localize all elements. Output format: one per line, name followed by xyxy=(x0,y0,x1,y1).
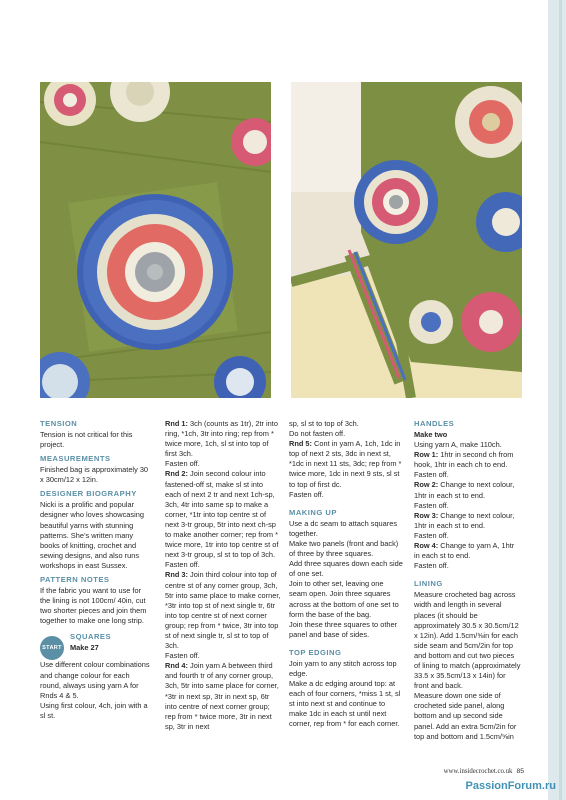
photo-granny-square-closeup xyxy=(40,82,271,398)
top-edging-text-1: Join yarn to any stitch across top edge. xyxy=(289,658,397,678)
top-edging-text-2: Make a dc edging around top: at each of four corners, *miss 1 st, sl st into next st and continue to make 1dc in each st until next corner, rep from * for each corner. xyxy=(289,679,401,729)
row4-paragraph xyxy=(414,541,522,561)
row2-label: Row 2: xyxy=(414,480,439,490)
lining-heading: LINING xyxy=(414,579,443,589)
row2-end: Fasten off. xyxy=(414,500,449,510)
rnd5-end: Fasten off. xyxy=(289,489,324,499)
rnd2-paragraph xyxy=(165,469,281,560)
column-4 xyxy=(414,419,522,742)
rnd2-end: Fasten off. xyxy=(165,560,200,570)
rnd1-text: 3ch (counts as 1tr), 2tr into ring, *1ch, 3tr into ring; rep from * twice more, 1ch, sl st into top of first 3ch. xyxy=(165,419,278,459)
rnd5-text: Cont in yarn A, 1ch, 1dc in top of next 2 sts, 3dc in next st, *1dc in next 11 sts, 3dc; rep from * twice more, 1dc in next 9 sts, sl st to top of first dc. xyxy=(289,439,402,489)
tension-text: Tension is not critical for this project. xyxy=(40,430,133,450)
rnd4-end: Do not fasten off. xyxy=(289,429,346,439)
making-up-text-4: Join to other set, leaving one seam open. Join three squares across at the bottom of one set to form the base of the bag. xyxy=(289,579,399,619)
making-up-text-5: Join these three squares to other panel and base of sides. xyxy=(289,619,398,639)
squares-text: Use different colour combinations and change colour for each round, always using yarn A for Rnds 4 & 5. xyxy=(40,660,150,700)
row1-label: Row 1: xyxy=(414,450,439,460)
page-footer xyxy=(444,768,524,775)
row2-text: Change to next colour, 1htr in each st to end. xyxy=(414,480,515,500)
photo-crochet-bag xyxy=(291,82,522,398)
rnd1-end: Fasten off. xyxy=(165,459,200,469)
row3-end: Fasten off. xyxy=(414,530,449,540)
row4-text: Change to yarn A, 1htr in each st to end. xyxy=(414,541,515,561)
row4-end: Fasten off. xyxy=(414,561,449,571)
rnd3-end: Fasten off. xyxy=(165,651,200,661)
squares-section xyxy=(40,632,150,672)
crochet-granny-square-closeup-icon xyxy=(40,82,271,398)
rnd1-label: Rnd 1: xyxy=(165,419,188,428)
crochet-bag-with-handle-icon xyxy=(291,82,522,398)
row1-end: Fasten off. xyxy=(414,470,449,480)
row4-label: Row 4: xyxy=(414,541,439,551)
lining-text-1: Measure crocheted bag across width and length in several places (it should be approximately 30.5 x 30.5cm/12 x 12in). Add 1.5cm/⅝in for each side seam and 5cm/2in for top and bottom and cut two pieces of lining to match (approximately 33.5 x 35.5cm/13 x 14in) for front and back. xyxy=(414,590,521,691)
page-edge-strip xyxy=(559,0,562,800)
making-up-text-1: Use a dc seam to attach squares together. xyxy=(289,518,398,538)
making-up-text-3: Add three squares down each side of one set. xyxy=(289,559,403,579)
row3-paragraph xyxy=(414,511,522,531)
lining-text-2: Measure down one side of crocheted side panel, along bottom and up second side panel. Add an extra 5cm/2in for top and bottom and 1.5cm/⅝in xyxy=(414,691,517,741)
rnd2-text: Join second colour into fastened-off st, make sl st into each of next 2 tr and next 1ch-sp, 3ch, 4tr into same sp to make a corner, *1tr into top centre st of next 3-tr group, 5tr into next ch-sp to make another corner; rep from * twice more, 1tr into top centre st of next 3-tr group, sl st to top of 3ch. xyxy=(165,469,279,560)
rnd4-text: Join yarn A between third and fourth tr of any corner group, 3ch, 5tr into same place for corner, *3tr in next sp, 3tr in next sp, 6tr into centre of next corner group; rep from * twice more, 3tr in next sp, 3tr in next xyxy=(165,661,279,731)
handles-text: Using yarn A, make 110ch. xyxy=(414,440,502,450)
squares-make: Make 27 xyxy=(70,643,99,653)
rnd3-text: Join third colour into top of centre st of any corner group, 3ch, 5tr into same place to make corner, *3tr into top st of next single tr, 6tr into top centre st of next corner group; rep from * twice, 3tr into top st of next single tr, sl st to top of 3ch. xyxy=(165,570,281,651)
squares-text-2: Using first colour, 4ch, join with a sl st. xyxy=(40,700,148,720)
start-badge: START xyxy=(40,636,64,660)
column-3 xyxy=(289,419,403,730)
making-up-text-2: Make two panels (front and back) of three by three squares. xyxy=(289,538,399,559)
row3-label: Row 3: xyxy=(414,510,439,520)
site-url[interactable]: www.insidecrochet.co.uk xyxy=(443,768,513,775)
row1-text: 1htr in second ch from hook, 1htr in each ch to end. xyxy=(414,450,514,470)
page-number: 85 xyxy=(516,768,524,775)
watermark: PassionForum.ru xyxy=(465,780,556,792)
rnd1-paragraph xyxy=(165,419,281,459)
rnd3-paragraph xyxy=(165,570,281,651)
rnd4-continued: sp, sl st to top of 3ch. xyxy=(289,419,359,428)
tension-heading: TENSION xyxy=(40,419,78,428)
rnd5-label: Rnd 5: xyxy=(289,439,312,449)
measurements-heading: MEASUREMENTS xyxy=(40,454,111,464)
handles-heading: HANDLES xyxy=(414,419,455,428)
biography-heading: DESIGNER BIOGRAPHY xyxy=(40,489,137,499)
rnd4-label: Rnd 4: xyxy=(165,661,188,671)
row3-text: Change to next colour, 1htr in each st to end. xyxy=(414,510,515,530)
column-1 xyxy=(40,419,150,721)
top-edging-heading: TOP EDGING xyxy=(289,647,342,657)
rnd4-paragraph xyxy=(165,661,281,732)
row2-paragraph xyxy=(414,480,522,500)
row1-paragraph xyxy=(414,450,522,470)
making-up-heading: MAKING UP xyxy=(289,507,337,517)
pattern-notes-text: If the fabric you want to use for the lining is not 100cm/ 40in, cut two shorter pieces and join them together to make one long strip. xyxy=(40,586,147,626)
handles-make: Make two xyxy=(414,430,448,439)
squares-heading: SQUARES xyxy=(70,632,112,642)
rnd2-label: Rnd 2: xyxy=(165,469,188,479)
rnd3-label: Rnd 3: xyxy=(165,570,188,580)
measurements-text: Finished bag is approximately 30 x 30cm/12 x 12in. xyxy=(40,465,149,485)
biography-text: Nicki is a prolific and popular designer who loves showcasing beautiful yarns with stunning patterns. She’s written many books of knitting, crochet and sewing designs, and also runs workshops in east Sussex. xyxy=(40,500,144,570)
page-edge-band xyxy=(548,0,566,800)
pattern-notes-heading: PATTERN NOTES xyxy=(40,575,110,585)
column-2 xyxy=(165,419,281,732)
rnd5-paragraph xyxy=(289,439,403,489)
